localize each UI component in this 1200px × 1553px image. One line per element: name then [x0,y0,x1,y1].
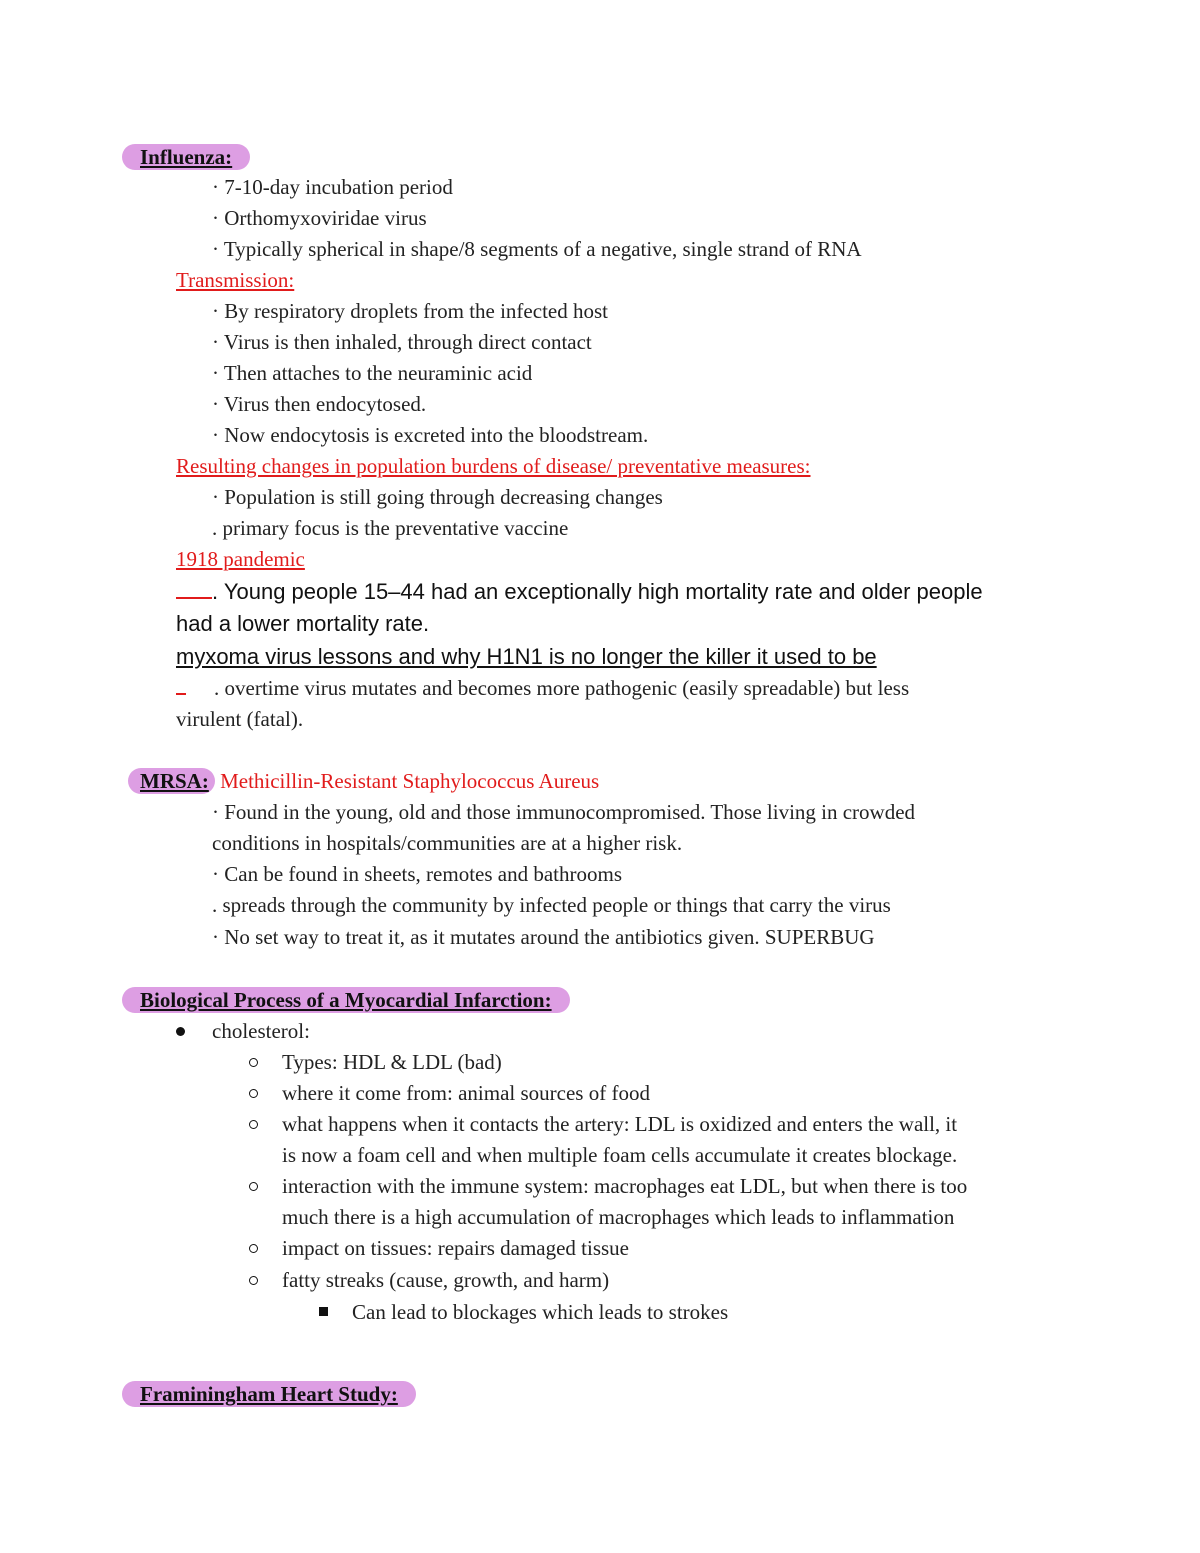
resulting-heading: Resulting changes in population burdens of disease/ preventative measures: [176,454,811,478]
bullet-circle-icon [249,1120,258,1129]
bullet-circle-icon [249,1276,258,1285]
myxoma-heading: myxoma virus lessons and why H1N1 is no longer the killer it used to be [176,644,877,669]
bullet-circle-icon [249,1182,258,1191]
mrsa-heading: MRSA: Methicillin-Resistant Staphylococcus Aureus [140,766,599,797]
cholesterol-subsubitem: Can lead to blockages which leads to strokes [352,1300,729,1324]
resulting-item: · Population is still going through decreasing changes [212,485,663,509]
cholesterol-item: cholesterol: [212,1019,310,1043]
cholesterol-subitem: interaction with the immune system: macrophages eat LDL, but when there is too [282,1174,968,1198]
cholesterol-subitem: impact on tissues: repairs damaged tissue [282,1236,630,1260]
cholesterol-subitem-cont: much there is a high accumulation of macrophages which leads to inflammation [282,1205,955,1229]
resulting-item: . primary focus is the preventative vaccine [212,516,569,540]
cholesterol-subitem-cont: is now a foam cell and when multiple foam cells accumulate it creates blockage. [282,1143,958,1167]
mrsa-item: conditions in hospitals/communities are at a higher risk. [212,831,683,855]
myxoma-text: . overtime virus mutates and becomes more pathogenic (easily spreadable) but less [176,673,909,704]
transmission-item: · Now endocytosis is excreted into the bloodstream. [212,423,649,447]
transmission-item: · By respiratory droplets from the infected host [212,299,608,323]
mrsa-item: . spreads through the community by infected people or things that carry the virus [212,893,891,917]
bullet-square-icon [319,1307,328,1316]
cholesterol-subitem: where it come from: animal sources of food [282,1081,650,1105]
blank-line [176,577,212,599]
influenza-heading: Influenza: [140,142,250,173]
myocardial-heading: Biological Process of a Myocardial Infarction: [140,985,570,1016]
cholesterol-subitem: fatty streaks (cause, growth, and harm) [282,1268,610,1292]
pandemic-text: . Young people 15–44 had an exceptionally high mortality rate and older people [176,576,983,607]
transmission-item: · Virus is then inhaled, through direct contact [212,330,592,354]
transmission-item: · Virus then endocytosed. [212,392,427,416]
transmission-item: · Then attaches to the neuraminic acid [212,361,533,385]
mrsa-fullname: Methicillin-Resistant Staphylococcus Aureus [220,769,600,793]
influenza-bullet: · 7-10-day incubation period [212,175,453,199]
cholesterol-subitem: Types: HDL & LDL (bad) [282,1050,502,1074]
pandemic-text-cont: had a lower mortality rate. [176,611,430,636]
transmission-heading: Transmission: [176,268,295,292]
mrsa-item: · Can be found in sheets, remotes and bathrooms [212,862,622,886]
mrsa-item: · No set way to treat it, as it mutates around the antibiotics given. SUPERBUG [212,925,875,949]
mrsa-item: · Found in the young, old and those immunocompromised. Those living in crowded [212,800,916,824]
bullet-circle-icon [249,1244,258,1253]
pandemic-heading: 1918 pandemic [176,547,305,571]
influenza-bullet: · Typically spherical in shape/8 segments of a negative, single strand of RNA [212,237,862,261]
myxoma-text-cont: virulent (fatal). [176,707,304,731]
framingham-heading: Framiningham Heart Study: [140,1379,416,1410]
bullet-circle-icon [249,1089,258,1098]
influenza-bullet: · Orthomyxoviridae virus [212,206,427,230]
bullet-dot-icon [176,1027,185,1036]
blank-line [176,673,186,695]
cholesterol-subitem: what happens when it contacts the artery: LDL is oxidized and enters the wall, it [282,1112,958,1136]
bullet-circle-icon [249,1058,258,1067]
